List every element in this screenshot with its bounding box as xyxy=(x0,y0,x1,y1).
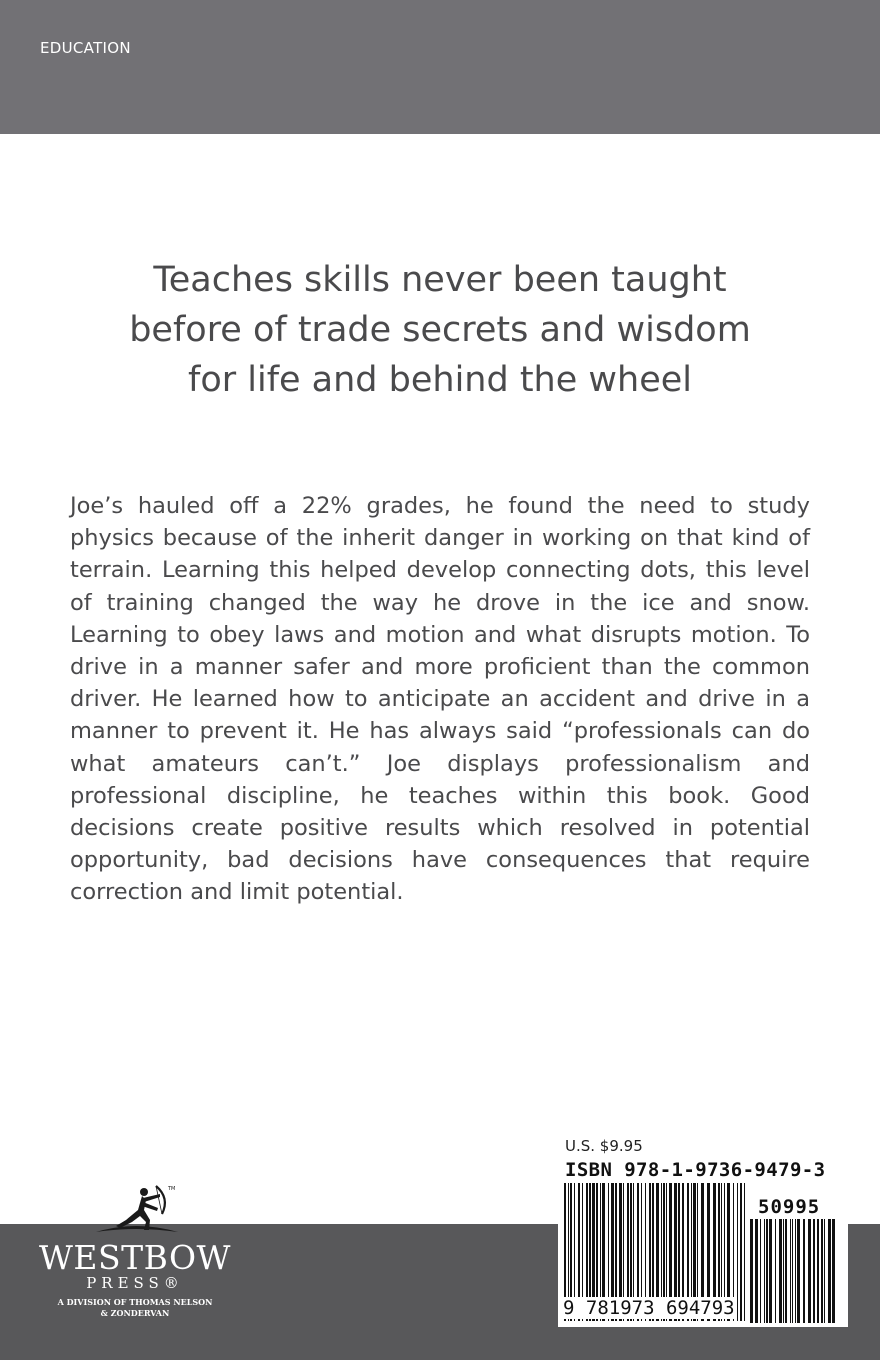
barcode-bar xyxy=(803,1219,805,1323)
top-band xyxy=(0,0,880,134)
barcode-bar xyxy=(824,1219,825,1323)
barcode-bar xyxy=(769,1219,772,1323)
barcode-bar xyxy=(785,1219,787,1323)
barcode-bar xyxy=(737,1183,738,1321)
barcode-bar xyxy=(744,1183,745,1321)
division-line: & ZONDERVAN xyxy=(100,1308,170,1318)
archer-icon xyxy=(86,1180,186,1240)
barcode-bar xyxy=(813,1219,815,1323)
tagline-line: for life and behind the wheel xyxy=(188,360,692,400)
barcode-bar xyxy=(828,1219,831,1323)
barcode-bar xyxy=(779,1219,782,1323)
barcode-bar xyxy=(755,1219,758,1323)
category-label: EDUCATION xyxy=(40,39,131,57)
price-label: U.S. $9.95 xyxy=(565,1137,643,1155)
tagline xyxy=(0,255,880,405)
barcode-bar xyxy=(821,1219,823,1323)
barcode-bar xyxy=(808,1219,811,1323)
barcode-bar xyxy=(795,1219,796,1323)
barcode-bar xyxy=(783,1219,784,1323)
barcode-bar xyxy=(764,1219,765,1323)
barcode-bar xyxy=(750,1219,753,1323)
barcode-bar xyxy=(817,1219,819,1323)
barcode-bar xyxy=(775,1219,776,1323)
publisher-name: WESTBOW xyxy=(39,1238,231,1277)
publisher-press: PRESS® xyxy=(86,1274,184,1292)
book-description: Joe’s hauled off a 22% grades, he found the need to study physics because of the inherit danger in working on that kind of terrain. Learning this helped develop connecting dots, this level of training changed the way he drove in the ice and snow. Learning to obey laws and motion and what disrupts motion. To drive in a manner safer and more proficient than the common driver. He learned how to anticipate an accident and drive in a manner to prevent it. He has always said “professionals can do what amateurs can’t.” Joe displays professionalism and professional discipline, he teaches within this book. Good decisions create positive results which resolved in potential opportunity, bad decisions have consequences that require correction and limit potential. xyxy=(70,493,810,906)
ean-text: 9 781973 694793 xyxy=(563,1297,735,1319)
tagline-line: Teaches skills never been taught xyxy=(153,260,727,300)
tagline-line: before of trade secrets and wisdom xyxy=(129,310,751,350)
publisher-logo xyxy=(30,1180,240,1330)
barcode xyxy=(558,1196,848,1327)
barcode-bar xyxy=(760,1219,761,1323)
barcode-bar xyxy=(832,1219,835,1323)
barcode-bar xyxy=(790,1219,791,1323)
barcode-bar xyxy=(740,1183,742,1321)
isbn-label: ISBN 978-1-9736-9479-3 xyxy=(565,1159,826,1181)
barcode-bar xyxy=(792,1219,793,1323)
barcode-supplement-bars xyxy=(750,1219,840,1323)
publisher-division xyxy=(30,1297,240,1319)
barcode-supplement: 50995 xyxy=(758,1196,821,1218)
barcode-ean-digits xyxy=(562,1297,736,1319)
barcode-bar xyxy=(797,1219,800,1323)
division-line: A DIVISION OF THOMAS NELSON xyxy=(57,1297,213,1307)
barcode-bar xyxy=(766,1219,768,1323)
svg-text:TM: TM xyxy=(168,1186,176,1192)
